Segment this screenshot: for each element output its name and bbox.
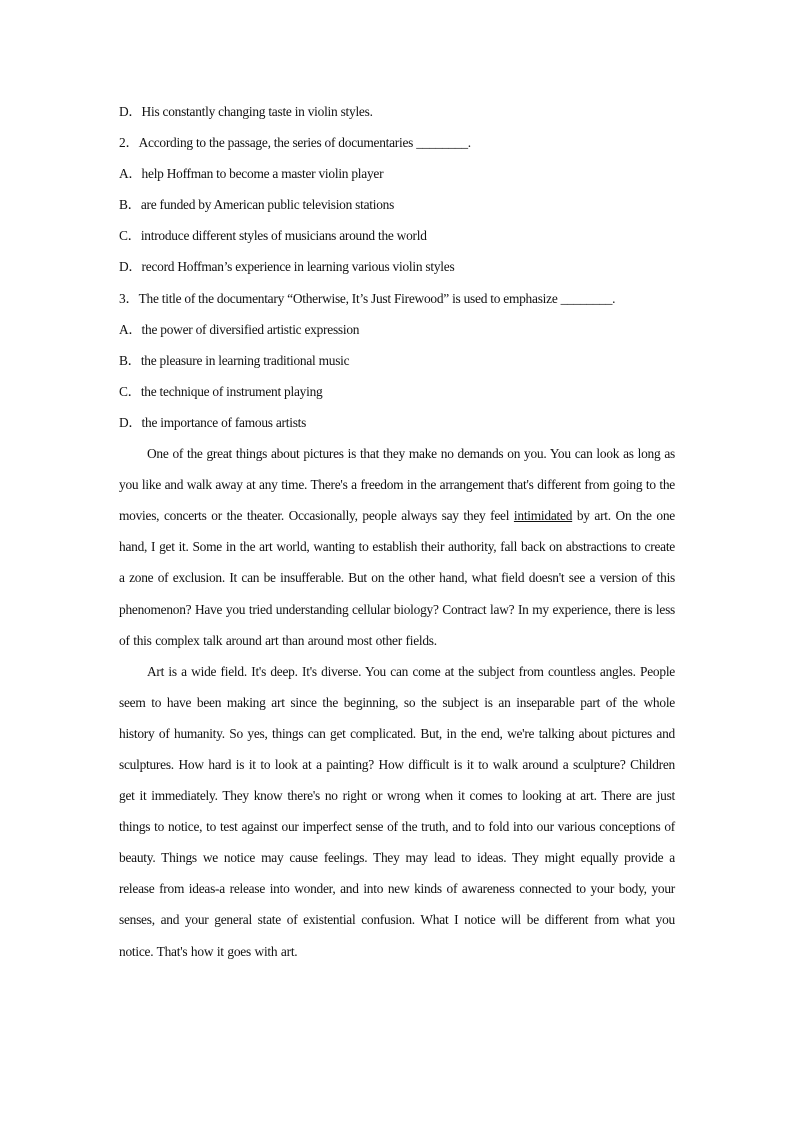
q3-option-d: D．the importance of famous artists	[119, 414, 307, 430]
q2-option-b: B．are funded by American public television stations	[119, 197, 395, 213]
q1-option-d: D．His constantly changing taste in violin styles.	[119, 104, 373, 119]
question-3: 3．The title of the documentary “Otherwise, It’s Just Firewood” is used to emphasize ________.	[119, 290, 616, 306]
passage-paragraph-1	[119, 438, 675, 656]
question-2: 2．According to the passage, the series of documentaries ________.	[119, 135, 471, 151]
q2-option-d: D．record Hoffman’s experience in learning various violin styles	[119, 259, 455, 275]
q3-option-c: C．the technique of instrument playing	[119, 383, 323, 399]
passage-paragraph-2: Art is a wide field. It's deep. It's diverse. You can come at the subject from countless angles. People seem to have been making art since the beginning, so the subject is an inseparable part of the whole history of humanity. So yes, things can get complicated. But, in the end, we're talking about pictures and sculptures. How hard is it to look at a painting? How difficult is it to walk around a sculpture? Children get it immediately. They know there's no right or wrong when it comes to looking at art. There are just things to notice, to test against our imperfect sense of the truth, and to fold into our various conceptions of beauty. Things we notice may cause feelings. They may lead to ideas. They might equally provide a release from ideas-a release into wonder, and into new kinds of awareness connected to your body, your senses, and your general state of existential confusion. What I notice will be different from what you notice. That's how it goes with art.	[119, 663, 675, 959]
paragraph-1-text-start: One of the great things about pictures is that they make no demands on you. You can look as long as you like and walk away at any time. There's a freedom in the arrangement that's different from going to the movies, concerts or the theater. Occasionally, people always say they feel	[119, 446, 675, 524]
q2-option-a: A．help Hoffman to become a master violin player	[119, 166, 384, 182]
q3-option-a: A．the power of diversified artistic expression	[119, 321, 360, 337]
paragraph-1-text-end: by art. On the one hand, I get it. Some in the art world, wanting to establish their authority, fall back on abstractions to create a zone of exclusion. It can be insufferable. But on the other hand, what field doesn't see a version of this phenomenon? Have you tried understanding cellular biology? Contract law? In my experience, there is less of this complex talk around art than around most other fields.	[119, 508, 675, 648]
underlined-word: intimidated	[513, 508, 573, 524]
q2-option-c: C．introduce different styles of musicians around the world	[119, 228, 427, 244]
q3-option-b: B．the pleasure in learning traditional music	[119, 352, 350, 368]
document-page	[119, 96, 675, 967]
